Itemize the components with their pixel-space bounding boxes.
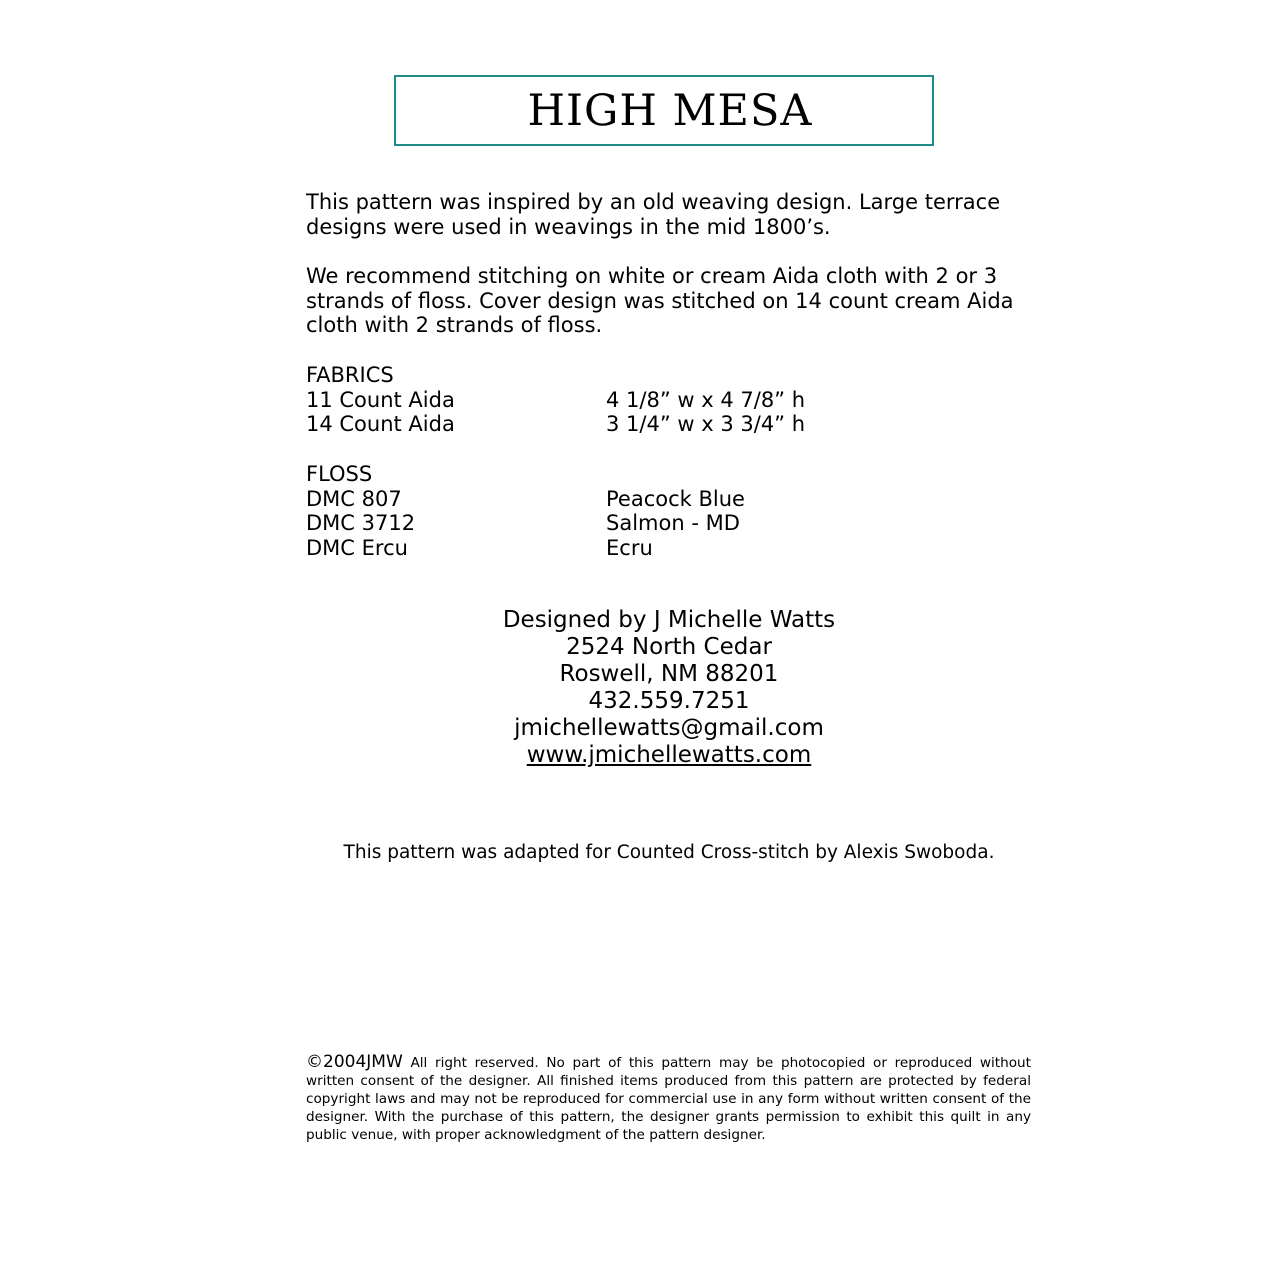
intro-line: This pattern was inspired by an old weaving design. Large terrace (306, 190, 1001, 214)
floss-row (306, 487, 745, 512)
floss-code: DMC Ercu (306, 536, 408, 561)
fabric-size: 3 1/4” w x 3 3/4” h (606, 412, 806, 437)
title-box (394, 75, 934, 146)
fabric-name: 11 Count Aida (306, 387, 455, 412)
floss-section (306, 462, 745, 561)
designer-contact (0, 607, 1275, 769)
floss-color: Salmon - MD (606, 511, 740, 536)
fabric-name: 14 Count Aida (306, 412, 455, 437)
floss-color: Peacock Blue (606, 486, 745, 511)
fabric-row (306, 412, 805, 437)
intro-paragraph (306, 190, 1000, 239)
floss-code: DMC 807 (306, 486, 402, 511)
copyright-lead: ©2004JMW (306, 1052, 403, 1072)
recommendation-paragraph (306, 264, 1014, 338)
floss-row (306, 536, 745, 561)
website-link[interactable]: www.jmichellewatts.com (526, 742, 812, 768)
designer-name: Designed by J Michelle Watts (502, 607, 836, 633)
city-state-zip: Roswell, NM 88201 (559, 661, 779, 687)
recommendation-line: strands of floss. Cover design was stitched on 14 count cream Aida (306, 288, 1014, 313)
fabrics-heading: FABRICS (306, 363, 394, 387)
fabrics-section (306, 363, 805, 437)
intro-line: designs were used in weavings in the mid 1800’s. (306, 214, 831, 239)
fabric-row (306, 388, 805, 413)
floss-heading: FLOSS (306, 462, 373, 486)
floss-code: DMC 3712 (306, 511, 416, 536)
copyright-text: All right reserved. No part of this pattern may be photocopied or reproduced without written consent of the designer. All finished items produced from this pattern are protected by federal copyright laws and may not be reproduced for commercial use in any form without written consent of the designer. With the purchase of this pattern, the designer grants permission to exhibit this quilt in any public venue, with proper acknowledgment of the pattern designer. (306, 1055, 1031, 1143)
copyright-notice (306, 1053, 1031, 1144)
recommendation-line: We recommend stitching on white or cream Aida cloth with 2 or 3 (306, 264, 998, 288)
street-address: 2524 North Cedar (566, 634, 772, 660)
phone-number: 432.559.7251 (588, 688, 750, 714)
page-title: HIGH MESA (527, 85, 813, 136)
floss-row (306, 511, 745, 536)
floss-color: Ecru (606, 536, 653, 561)
adaptation-credit: This pattern was adapted for Counted Cross-stitch by Alexis Swoboda. (343, 842, 995, 863)
recommendation-line: cloth with 2 strands of floss. (306, 313, 603, 338)
email-address: jmichellewatts@gmail.com (514, 715, 824, 741)
fabric-size: 4 1/8” w x 4 7/8” h (606, 387, 806, 412)
